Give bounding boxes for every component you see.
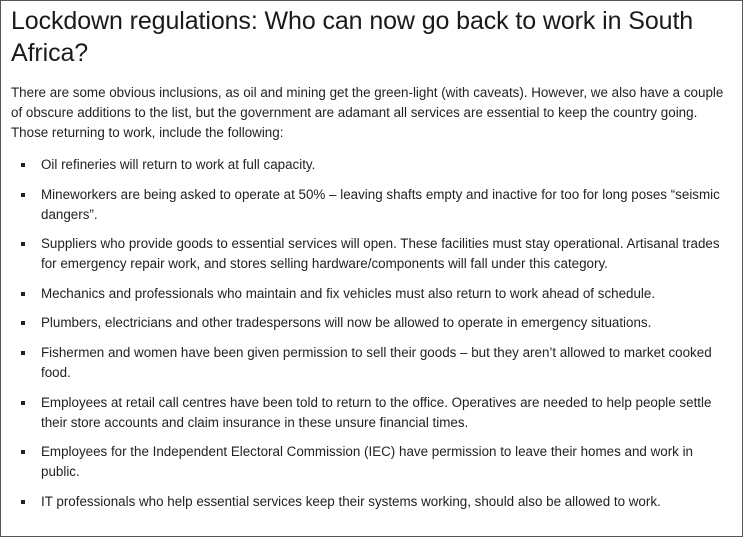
essential-services-list [11, 155, 732, 512]
list-item-text: Suppliers who provide goods to essential services will open. These facilities must stay operational. Artisanal trades for emergency repair work, and stores selling hardware/components will fall under this category. [41, 236, 720, 272]
bullet-icon [21, 401, 25, 405]
bullet-icon [21, 450, 25, 454]
list-item [11, 393, 732, 433]
list-item-text: Fishermen and women have been given permission to sell their goods – but they aren’t allowed to market cooked food. [41, 344, 712, 380]
bullet-icon [21, 351, 25, 355]
bullet-icon [21, 193, 25, 197]
list-item [11, 185, 732, 225]
list-item [11, 313, 732, 333]
list-item-text: Employees at retail call centres have been told to return to the office. Operatives are needed to help people settle their store accounts and claim insurance in these unsure financial times. [41, 394, 712, 430]
list-item-text: Mineworkers are being asked to operate at 50% – leaving shafts empty and inactive for too for long poses “seismic dangers”. [41, 186, 720, 222]
article-intro: There are some obvious inclusions, as oil and mining get the green-light (with caveats). However, we also have a couple of obscure additions to the list, but the government are adamant all services are essential to keep the country going. Those returning to work, include the following: [11, 85, 724, 140]
list-item [11, 155, 732, 175]
list-item [11, 442, 732, 482]
bullet-icon [21, 292, 25, 296]
list-item [11, 492, 732, 512]
list-item-text: Oil refineries will return to work at full capacity. [41, 157, 316, 172]
bullet-icon [21, 163, 25, 167]
article-title: Lockdown regulations: Who can now go back to work in South Africa? [11, 7, 694, 67]
list-item-text: Plumbers, electricians and other tradespersons will now be allowed to operate in emergency situations. [41, 315, 652, 331]
list-item-text: IT professionals who help essential services keep their systems working, should also be allowed to work. [41, 493, 661, 509]
bullet-icon [21, 321, 25, 325]
list-item-text: Mechanics and professionals who maintain and fix vehicles must also return to work ahead of schedule. [41, 285, 656, 301]
bullet-icon [21, 242, 25, 246]
list-item [11, 234, 732, 274]
list-item [11, 284, 732, 304]
bullet-icon [21, 500, 25, 504]
list-item [11, 343, 732, 383]
list-item-text: Employees for the Independent Electoral Commission (IEC) have permission to leave their homes and work in public. [41, 444, 693, 480]
